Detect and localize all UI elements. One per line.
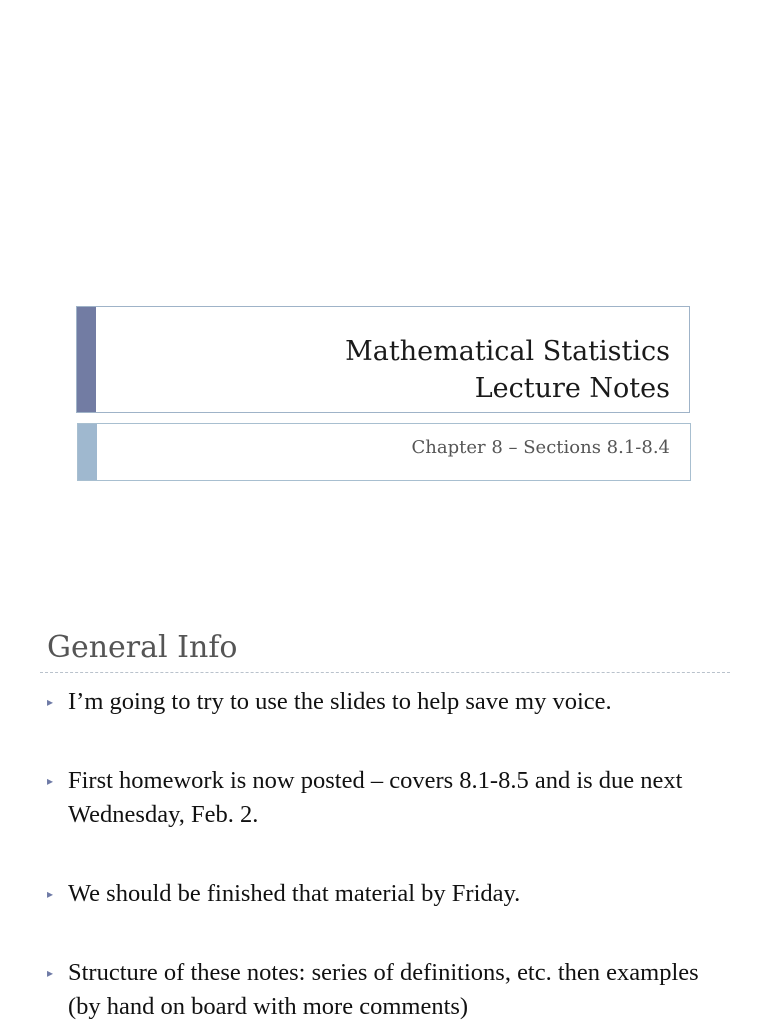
bullet-arrow-icon: ▸ <box>47 695 54 709</box>
heading-divider <box>40 672 730 673</box>
title-accent-bar <box>77 307 96 412</box>
slide-title <box>345 333 670 407</box>
bullet-text: First homework is now posted – covers 8.1-8.5 and is due next Wednesday, Feb. 2. <box>68 767 683 828</box>
bullet-text: I’m going to try to use the slides to help save my voice. <box>68 688 612 715</box>
section-heading: General Info <box>47 630 238 665</box>
bullet-arrow-icon: ▸ <box>47 887 54 901</box>
bullet-item <box>47 956 727 1024</box>
bullet-text: We should be finished that material by Friday. <box>68 880 521 907</box>
title-line-2: Lecture Notes <box>474 373 670 404</box>
title-box <box>76 306 690 413</box>
subtitle-accent-bar <box>78 424 97 480</box>
slide-subtitle: Chapter 8 – Sections 8.1-8.4 <box>411 437 670 458</box>
bullet-arrow-icon: ▸ <box>47 774 54 788</box>
bullet-text: Structure of these notes: series of definitions, etc. then examples (by hand on board with more comments) <box>68 959 699 1020</box>
subtitle-box <box>77 423 691 481</box>
bullet-item <box>47 877 727 911</box>
bullet-item <box>47 764 727 832</box>
bullet-item <box>47 685 727 719</box>
title-line-1: Mathematical Statistics <box>345 336 670 367</box>
bullet-arrow-icon: ▸ <box>47 966 54 980</box>
